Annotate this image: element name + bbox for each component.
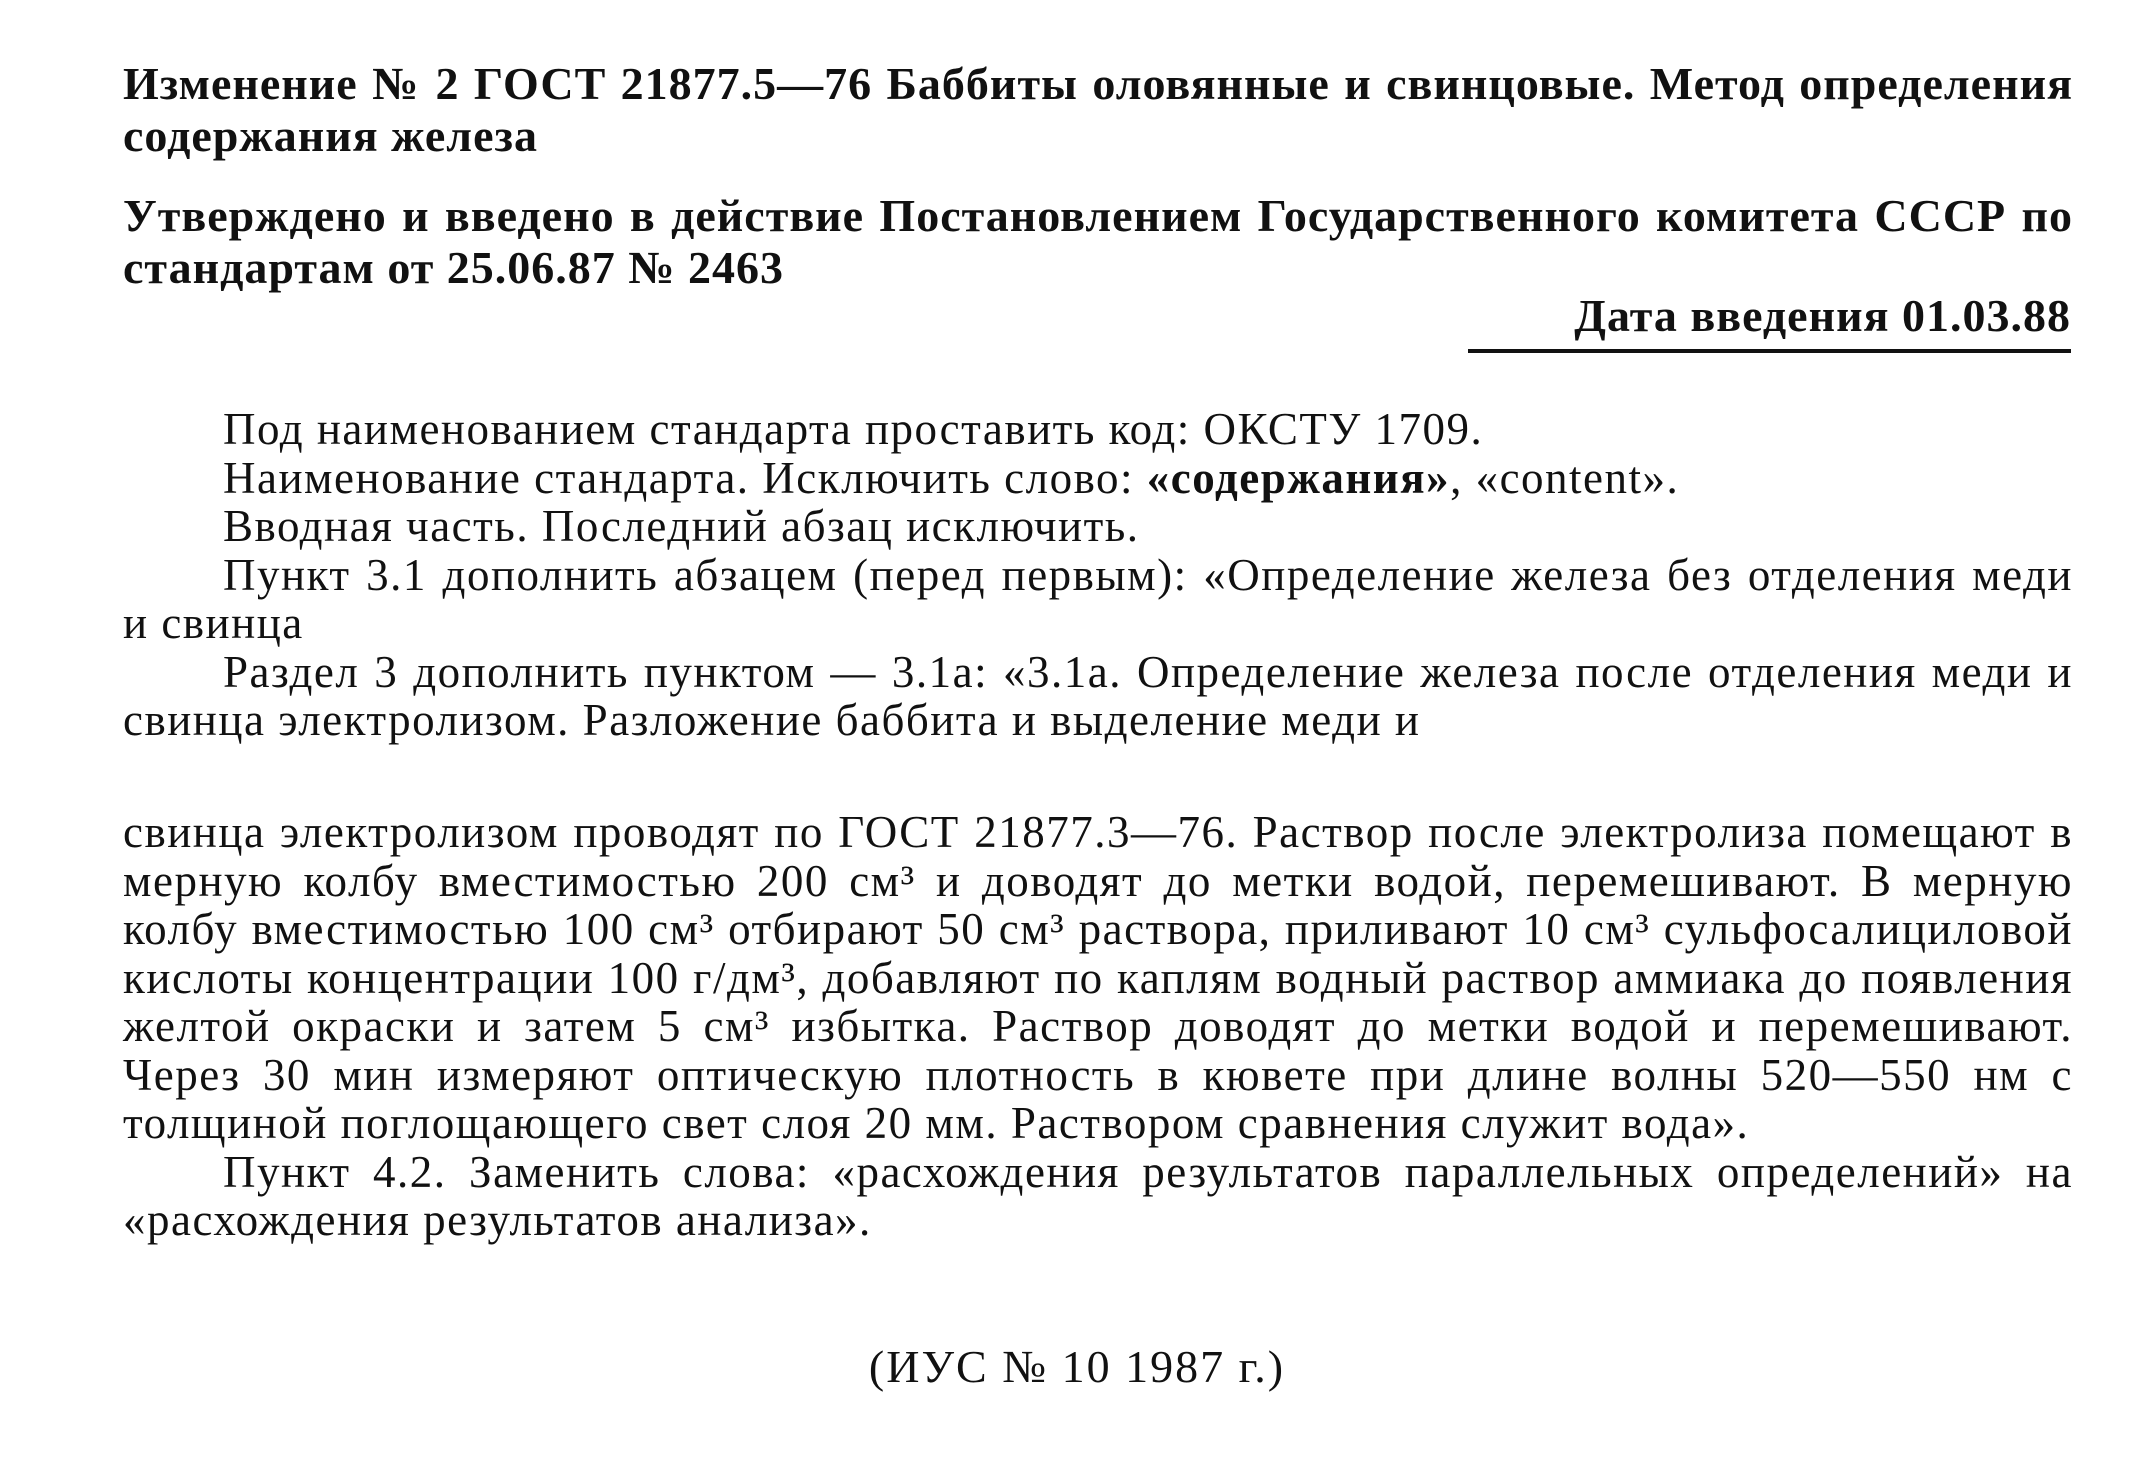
paragraph-clause-4-2: Пункт 4.2. Заменить слова: «расхождения результатов параллельных определений» на «расхождения результатов анализа».: [123, 1146, 2073, 1245]
paragraph-clause-3-1: Пункт 3.1 дополнить абзацем (перед первым): «Определение железа без отделения меди и свинца: [123, 549, 2073, 648]
paragraph-okstu-code: Под наименованием стандарта проставить код: ОКСТУ 1709.: [223, 404, 1484, 454]
paragraph-standard-name-start: Наименование стандарта. Исключить слово:: [223, 452, 1147, 503]
paragraph-section-3: Раздел 3 дополнить пунктом — 3.1а: «3.1а. Определение железа после отделения меди и свинца электролизом. Разложение баббита и выделение меди и: [123, 646, 2073, 745]
paragraph-standard-name: [123, 454, 2073, 503]
source-reference: (ИУС № 10 1987 г.): [868, 1341, 1286, 1392]
paragraph-electrolysis-procedure: свинца электролизом проводят по ГОСТ 21877.3—76. Раствор после электролиза помещают в мерную колбу вместимостью 200 см³ и доводят до метки водой, перемешивают. В мерную колбу вместимостью 100 см³ отбирают 50 см³ раствора, приливают 10 см³ сульфосалициловой кислоты концентрации 100 г/дм³, добавляют по каплям водный раствор аммиака до появления желтой окраски и затем 5 см³ избытка. Раствор доводят до метки водой и перемешивают. Через 30 мин измеряют оптическую плотность в кювете при длине волны 520—550 нм с толщиной поглощающего свет слоя 20 мм. Раствором сравнения служит вода».: [123, 807, 2073, 1148]
paragraph-introduction: Вводная часть. Последний абзац исключить.: [223, 501, 1140, 551]
excluded-word: «содержания»: [1146, 452, 1451, 503]
amendment-text-top: [123, 405, 2073, 745]
paragraph-standard-name-end: , «content».: [1450, 452, 1680, 503]
document-title: Изменение № 2 ГОСТ 21877.5—76 Баббиты оловянные и свинцовые. Метод определения содержания железа: [123, 58, 2073, 161]
effective-date: Дата введения 01.03.88: [1574, 290, 2071, 341]
approval-statement: Утверждено и введено в действие Постановлением Государственного комитета СССР по стандартам от 25.06.87 № 2463: [123, 190, 2073, 293]
effective-date-underline: [1468, 349, 2071, 353]
amendment-text-bottom: [123, 808, 2073, 1245]
